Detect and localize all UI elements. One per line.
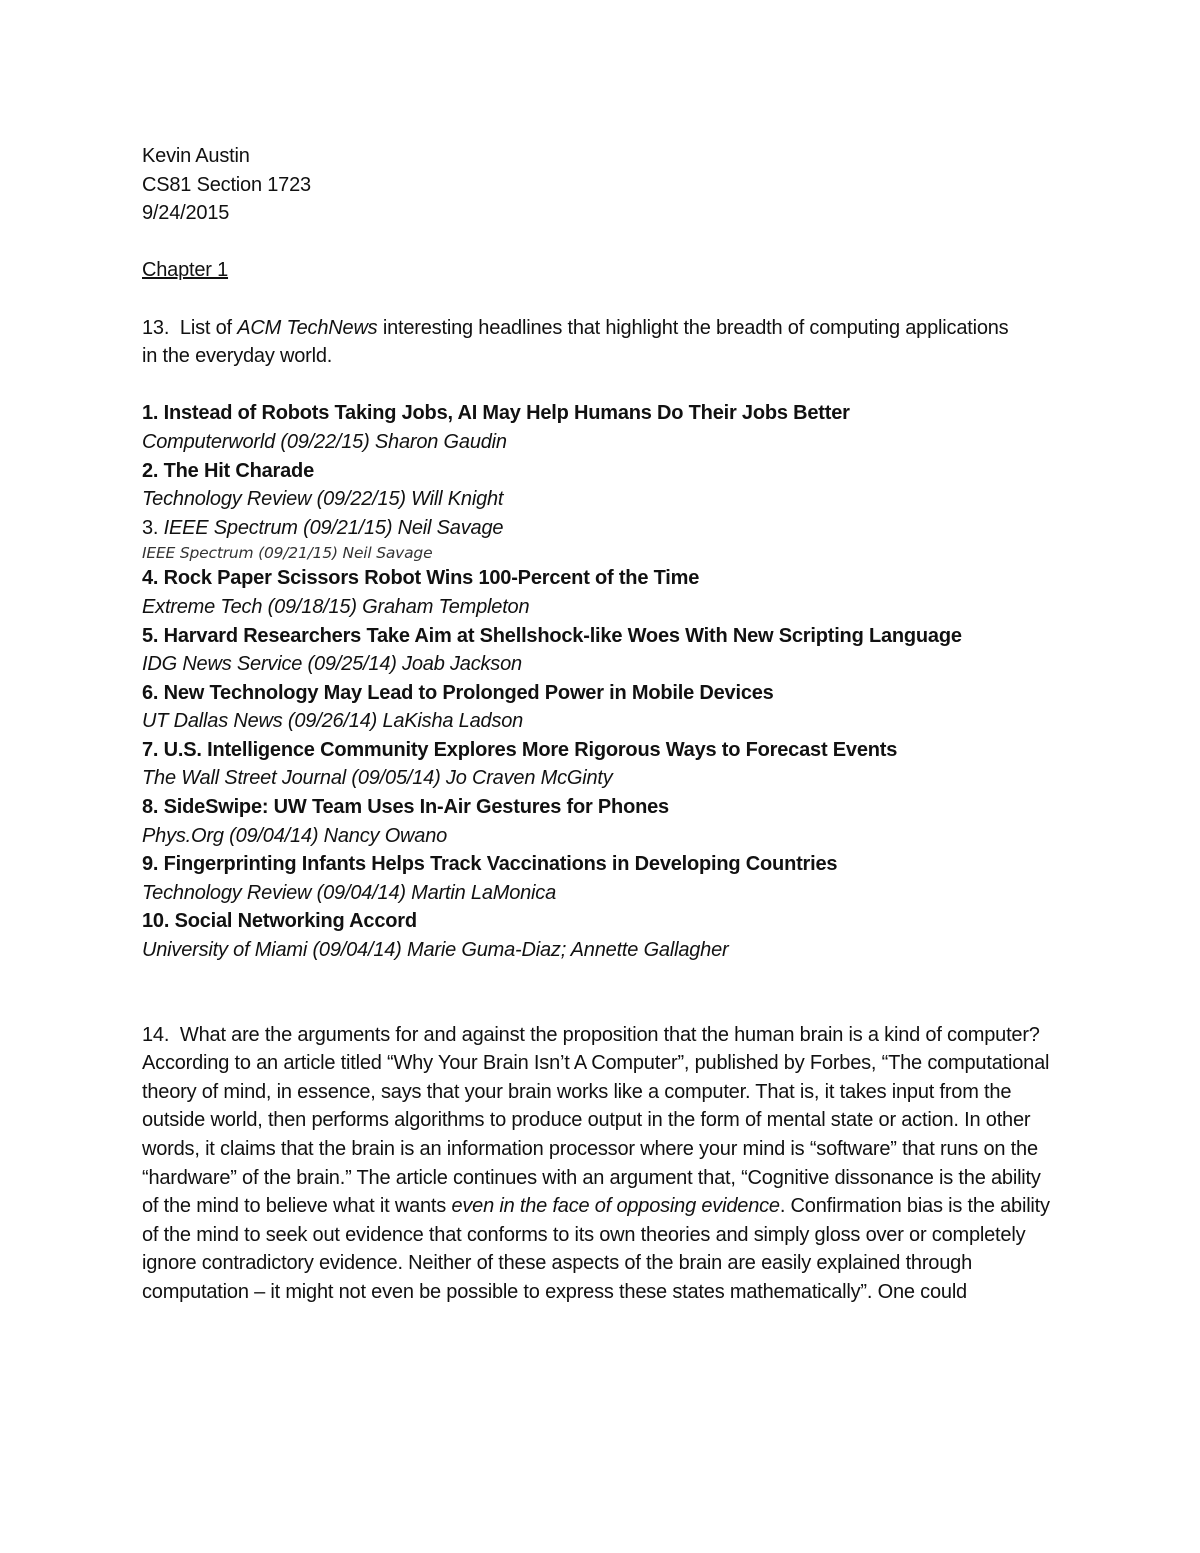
blank-lines: [142, 965, 1092, 1021]
question-13-number: 13.: [142, 316, 170, 339]
headline-title: 7. U.S. Intelligence Community Explores More Rigorous Ways to Forecast Events: [142, 738, 898, 761]
blank-line: [142, 285, 1092, 314]
question-13-text-before: List of: [179, 316, 238, 339]
headline-source: Extreme Tech (09/18/15) Graham Templeton: [142, 595, 530, 618]
question-14: [142, 1021, 1052, 1050]
answer-italic-phrase: even in the face of opposing evidence: [451, 1195, 780, 1218]
headline-title: 2. The Hit Charade: [142, 459, 315, 482]
headline-title: 3. IEEE Spectrum (09/21/15) Neil Savage: [142, 516, 504, 539]
headline-source: The Wall Street Journal (09/05/14) Jo Craven McGinty: [142, 767, 613, 790]
document-body: [142, 142, 1092, 1307]
headline-title: 10. Social Networking Accord: [142, 910, 417, 933]
list-item: [142, 457, 1092, 514]
list-item: [142, 850, 1092, 907]
headline-source: IDG News Service (09/25/14) Joab Jackson: [142, 653, 522, 676]
headline-title: 9. Fingerprinting Infants Helps Track Vaccinations in Developing Countries: [142, 853, 838, 876]
headline-title: 4. Rock Paper Scissors Robot Wins 100-Percent of the Time: [142, 567, 700, 590]
document-date: 9/24/2015: [142, 202, 230, 225]
headline-list: [142, 399, 1092, 964]
list-item: [142, 736, 1092, 793]
chapter-heading: Chapter 1: [142, 259, 229, 282]
question-14-answer: [142, 1049, 1057, 1306]
question-13-text-after: interesting headlines that highlight the breadth of computing applications in the everyday world.: [142, 316, 1009, 368]
question-13: [142, 314, 1022, 371]
headline-title: 5. Harvard Researchers Take Aim at Shellshock-like Woes With New Scripting Language: [142, 624, 962, 647]
headline-source: Technology Review (09/04/14) Martin LaMonica: [142, 881, 557, 904]
answer-text-part-1: According to an article titled “Why Your Brain Isn’t A Computer”, published by Forbes, “The computational theory of mind, in essence, says that your brain works like a computer. That is, it takes input from the outside world, then performs algorithms to produce output in the form of mental state or action. In other words, it claims that the brain is an information processor where your mind is “software” that runs on the “hardware” of the brain.” The article continues with an argument that, “Cognitive dissonance is the ability of the mind to believe what it wants: [142, 1052, 1050, 1218]
list-item: [142, 564, 1092, 621]
list-item: [142, 399, 1092, 456]
list-item: [142, 679, 1092, 736]
question-13-publication: ACM TechNews: [237, 316, 378, 339]
author-name: Kevin Austin: [142, 145, 250, 167]
question-14-text: What are the arguments for and against the proposition that the human brain is a kind of computer?: [179, 1023, 1040, 1046]
headline-source: IEEE Spectrum (09/21/15) Neil Savage: [142, 544, 433, 563]
list-item: [142, 622, 1092, 679]
course-section: CS81 Section 1723: [142, 173, 311, 196]
headline-source: Phys.Org (09/04/14) Nancy Owano: [142, 824, 448, 847]
headline-title: 6. New Technology May Lead to Prolonged Power in Mobile Devices: [142, 681, 774, 704]
headline-source: University of Miami (09/04/14) Marie Guma-Diaz; Annette Gallagher: [142, 939, 729, 962]
list-item: [142, 793, 1092, 850]
blank-line: [142, 371, 1092, 400]
question-14-number: 14.: [142, 1023, 170, 1046]
headline-source: UT Dallas News (09/26/14) LaKisha Ladson: [142, 710, 524, 733]
headline-source: Computerworld (09/22/15) Sharon Gaudin: [142, 430, 507, 453]
list-item: [142, 907, 1092, 964]
headline-title: 1. Instead of Robots Taking Jobs, AI May Help Humans Do Their Jobs Better: [142, 402, 850, 425]
headline-title: 8. SideSwipe: UW Team Uses In-Air Gestures for Phones: [142, 796, 669, 819]
blank-line: [142, 228, 1092, 257]
list-item: [142, 514, 1092, 565]
headline-source: Technology Review (09/22/15) Will Knight: [142, 488, 504, 511]
answer-text-part-2: . Confirmation bias is the ability of the mind to seek out evidence that conforms to its own theories and simply gloss over or completely ignore contradictory evidence. Neither of these aspects of the brain are easily explained through computation – it might not even be possible to express these states mathematically”. One could: [142, 1195, 1050, 1303]
